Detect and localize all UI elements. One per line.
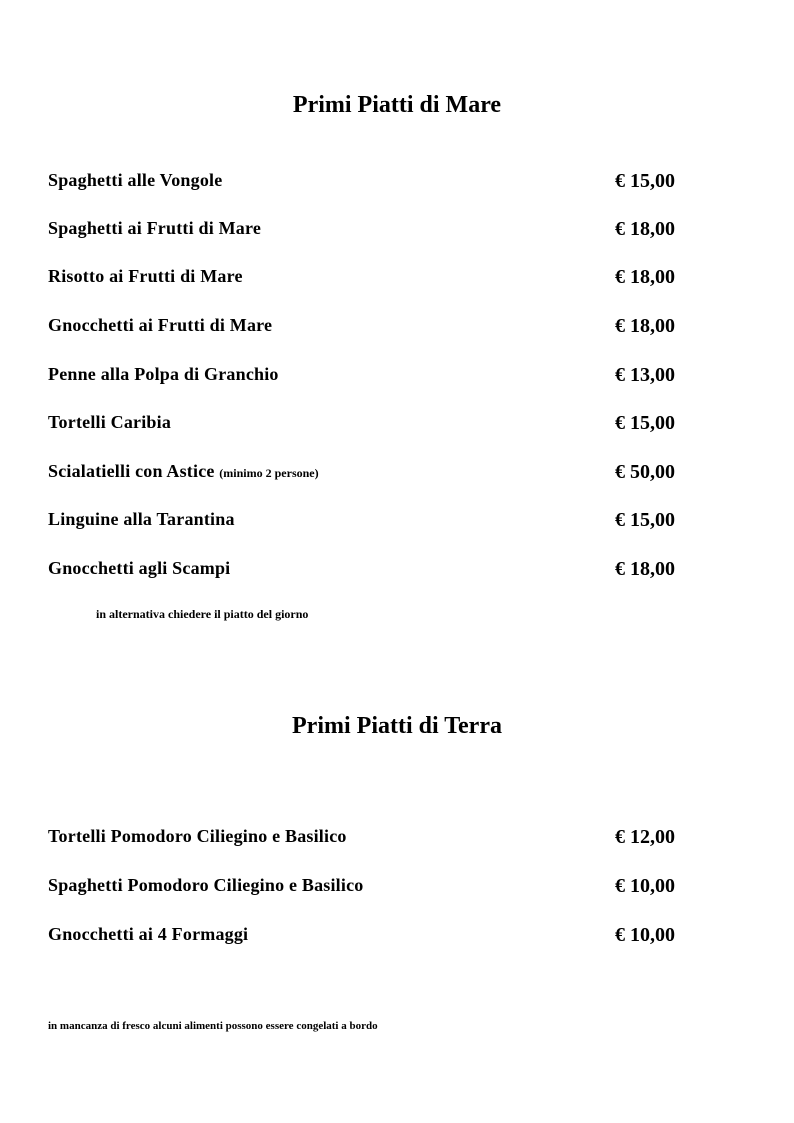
item-price: € 13,00 (615, 364, 675, 386)
item-price: € 15,00 (615, 412, 675, 434)
menu-item (48, 170, 694, 194)
section-title-mare: Primi Piatti di Mare (292, 92, 502, 118)
item-price: € 18,00 (615, 218, 675, 240)
menu-item (48, 364, 694, 388)
item-price: € 18,00 (615, 315, 675, 337)
menu-item (48, 826, 694, 850)
item-note: (minimo 2 persone) (219, 466, 319, 480)
item-name: Spaghetti ai Frutti di Mare (48, 218, 262, 238)
menu-item (48, 218, 694, 242)
item-name: Spaghetti alle Vongole (48, 170, 223, 190)
item-price: € 18,00 (615, 266, 675, 288)
section-note: in alternativa chiedere il piatto del giorno (96, 607, 309, 621)
item-name: Penne alla Polpa di Granchio (48, 364, 279, 384)
item-price: € 10,00 (615, 924, 675, 946)
menu-item (48, 461, 694, 485)
menu-item (48, 558, 694, 582)
item-price: € 15,00 (615, 170, 675, 192)
menu-item (48, 875, 694, 899)
item-name: Spaghetti Pomodoro Ciliegino e Basilico (48, 875, 364, 895)
item-name: Gnocchetti ai Frutti di Mare (48, 315, 273, 335)
item-name: Gnocchetti agli Scampi (48, 558, 231, 578)
item-name: Gnocchetti ai 4 Formaggi (48, 924, 249, 944)
footer-note: in mancanza di fresco alcuni alimenti possono essere congelati a bordo (48, 1020, 378, 1032)
menu-item (48, 266, 694, 290)
item-price: € 50,00 (615, 461, 675, 483)
item-name: Tortelli Pomodoro Ciliegino e Basilico (48, 826, 347, 846)
menu-item (48, 315, 694, 339)
item-name-text: Scialatielli con Astice (48, 461, 215, 481)
menu-item (48, 412, 694, 436)
item-price: € 15,00 (615, 509, 675, 531)
menu-item (48, 924, 694, 948)
section-title-terra: Primi Piatti di Terra (292, 713, 502, 739)
item-price: € 12,00 (615, 826, 675, 848)
item-price: € 18,00 (615, 558, 675, 580)
item-name: Risotto ai Frutti di Mare (48, 266, 243, 286)
menu-item (48, 509, 694, 533)
item-name: Linguine alla Tarantina (48, 509, 235, 529)
item-name: Tortelli Caribia (48, 412, 172, 432)
item-name (48, 461, 319, 482)
item-price: € 10,00 (615, 875, 675, 897)
